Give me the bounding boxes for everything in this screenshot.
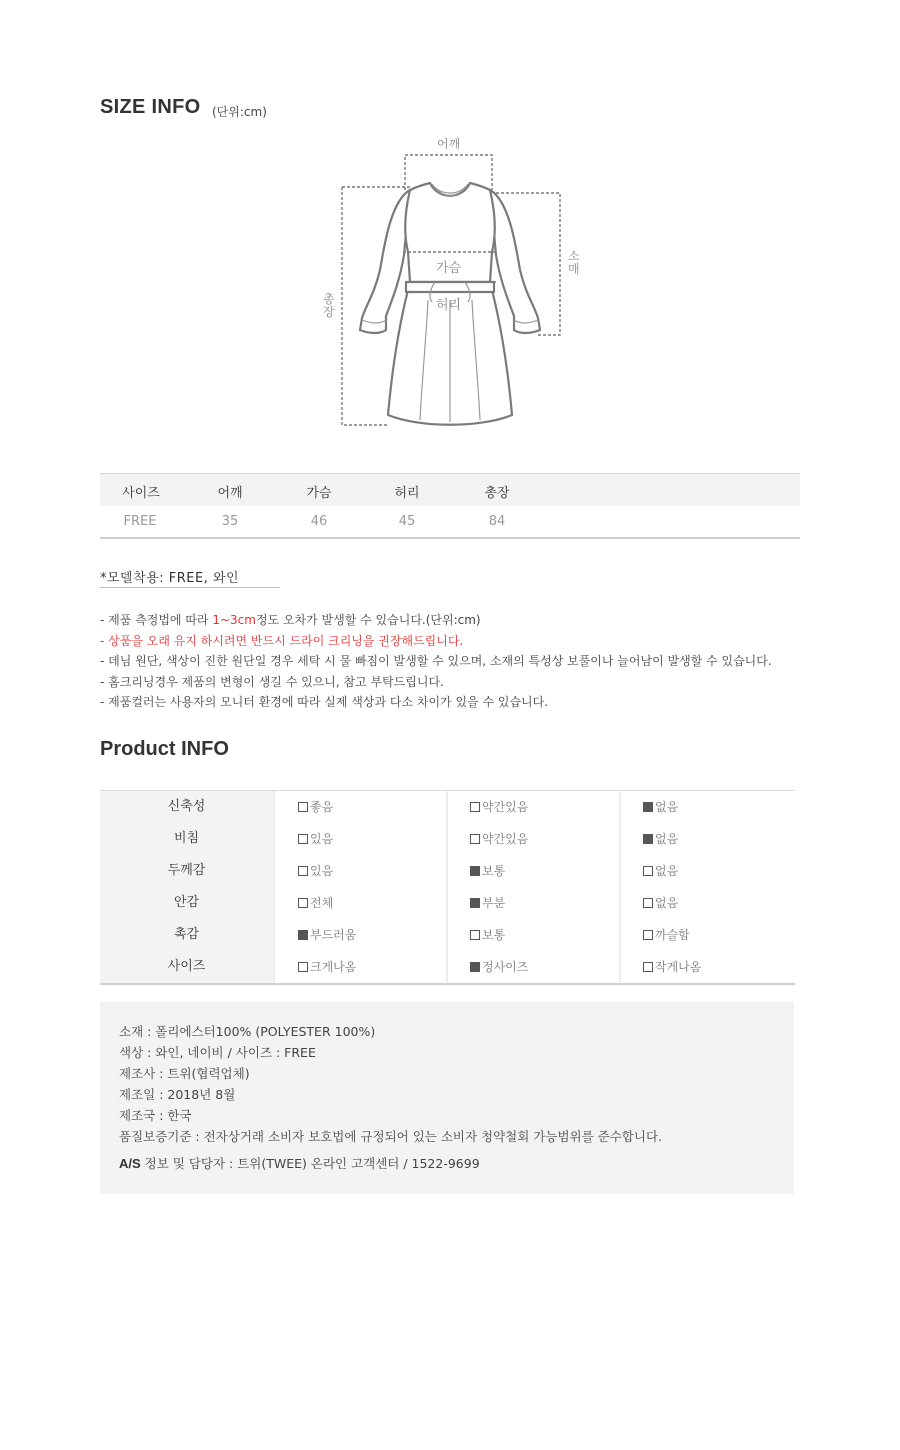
note-color: - 제품컬러는 사용자의 모니터 환경에 따라 실제 색상과 다소 차이가 있을 수 있습니다.: [100, 695, 549, 709]
note-measurement: [100, 610, 860, 631]
size-cell-size: FREE: [123, 514, 157, 529]
product-option: [470, 823, 528, 855]
product-option-label: 전체: [310, 896, 334, 910]
product-attribute-label: 신축성: [100, 791, 273, 823]
product-option: [643, 791, 678, 823]
note-measurement-suffix: 정도 오차가 발생할 수 있습니다.(단위:cm): [255, 613, 481, 627]
care-notes: [100, 610, 860, 713]
note-denim: - 데님 원단, 색상이 진한 원단일 경우 세탁 시 물 빠짐이 발생할 수 있으며, 소재의 특성상 보풀이나 늘어남이 발생할 수 있습니다.: [100, 654, 772, 668]
product-attribute-label: 사이즈: [100, 951, 273, 983]
product-option-label: 보통: [482, 928, 506, 942]
product-option: [643, 823, 678, 855]
unchecked-box-icon: [643, 962, 653, 972]
product-option-label: 좋음: [310, 800, 334, 814]
size-cell-waist: 45: [398, 514, 416, 529]
product-spec-box: [100, 1002, 794, 1194]
product-option-label: 크게나옴: [310, 960, 357, 974]
table-row: [100, 951, 795, 983]
table-row: [100, 791, 795, 823]
note-measurement-prefix: - 제품 측정법에 따라: [100, 613, 213, 627]
product-option: [643, 855, 678, 887]
product-option: [470, 919, 505, 951]
product-option: [298, 823, 333, 855]
product-info-table: [100, 790, 795, 985]
product-option-label: 까슬함: [655, 928, 690, 942]
product-option-label: 없음: [655, 864, 679, 878]
unchecked-box-icon: [470, 802, 480, 812]
product-option: [643, 887, 678, 919]
diagram-label-shoulder: 어깨: [437, 137, 461, 151]
product-option-label: 있음: [310, 864, 334, 878]
unchecked-box-icon: [298, 834, 308, 844]
size-header-length: 총장: [484, 486, 510, 501]
size-header-waist: 허리: [394, 486, 420, 501]
checked-box-icon: [643, 834, 653, 844]
product-option: [470, 887, 505, 919]
product-attribute-label: 비침: [100, 823, 273, 855]
checked-box-icon: [470, 898, 480, 908]
unchecked-box-icon: [298, 898, 308, 908]
checked-box-icon: [643, 802, 653, 812]
table-row: [100, 823, 795, 855]
product-option-label: 있음: [310, 832, 334, 846]
spec-warranty: 품질보증기준 : 전자상거래 소비자 보호법에 규정되어 있는 소비자 청약철회 가능범위를 준수합니다.: [119, 1129, 662, 1144]
dress-measurement-diagram: [300, 130, 600, 440]
size-table-header: [100, 473, 800, 506]
product-option-label: 없음: [655, 800, 679, 814]
product-option: [470, 951, 528, 983]
product-info-title: Product INFO: [100, 738, 229, 760]
unchecked-box-icon: [298, 866, 308, 876]
product-option-label: 보통: [482, 864, 506, 878]
size-info-unit: (단위:cm): [212, 105, 267, 119]
product-attribute-label: 두께감: [100, 855, 273, 887]
diagram-label-sleeve: 소매: [568, 249, 580, 276]
product-option: [298, 855, 333, 887]
note-dry-cleaning: - 상품을 오래 유지 하시려면 반드시 드라이 크리닝을 권장해드립니다.: [100, 633, 464, 648]
spec-as-text: 정보 및 담당자 : 트위(TWEE) 온라인 고객센터 / 1522-9699: [140, 1156, 480, 1171]
product-attribute-label: 안감: [100, 887, 273, 919]
table-row: [100, 506, 800, 539]
note-home-cleaning: - 홈크리닝경우 제품의 변형이 생길 수 있으니, 참고 부탁드립니다.: [100, 674, 444, 689]
spec-color-size: 색상 : 와인, 네이비 / 사이즈 : FREE: [119, 1045, 316, 1060]
product-option-label: 약간있음: [482, 800, 529, 814]
product-option: [298, 951, 356, 983]
unchecked-box-icon: [470, 930, 480, 940]
size-info-title: SIZE INFO: [100, 96, 201, 118]
product-option: [643, 951, 701, 983]
spec-material: 소재 : 폴리에스터100% (POLYESTER 100%): [119, 1024, 376, 1039]
dress-outline-icon: [300, 130, 600, 440]
product-option-label: 약간있음: [482, 832, 529, 846]
product-option: [298, 919, 356, 951]
spec-country: 제조국 : 한국: [119, 1108, 192, 1123]
product-option-label: 부드러움: [310, 928, 357, 942]
product-option: [298, 887, 333, 919]
size-cell-shoulder: 35: [221, 514, 239, 529]
model-wearing-note: *모델착용: FREE, 와인: [100, 567, 280, 588]
diagram-label-length: 총장: [323, 292, 335, 319]
product-option-label: 없음: [655, 832, 679, 846]
product-option: [298, 791, 333, 823]
checked-box-icon: [470, 866, 480, 876]
note-measurement-highlight: 1~3cm: [212, 613, 256, 627]
size-header-chest: 가슴: [306, 486, 332, 501]
size-table: [100, 473, 800, 539]
table-row: [100, 855, 795, 887]
product-option: [470, 791, 528, 823]
product-option-label: 작게나옴: [655, 960, 702, 974]
unchecked-box-icon: [470, 834, 480, 844]
table-row: [100, 919, 795, 951]
size-header-shoulder: 어깨: [217, 486, 243, 501]
unchecked-box-icon: [643, 898, 653, 908]
unchecked-box-icon: [298, 962, 308, 972]
product-option-label: 정사이즈: [482, 960, 529, 974]
diagram-label-waist: 허리: [436, 298, 462, 313]
spec-maker: 제조사 : 트위(협력업체): [119, 1066, 250, 1081]
unchecked-box-icon: [643, 866, 653, 876]
product-attribute-label: 촉감: [100, 919, 273, 951]
product-option-label: 부분: [482, 896, 506, 910]
unchecked-box-icon: [643, 930, 653, 940]
unchecked-box-icon: [298, 802, 308, 812]
spec-date: 제조일 : 2018년 8월: [119, 1087, 236, 1102]
size-cell-length: 84: [488, 514, 506, 529]
table-row: [100, 887, 795, 919]
spec-as-label: A/S: [119, 1156, 141, 1171]
size-cell-chest: 46: [310, 514, 328, 529]
product-option: [643, 919, 690, 951]
spec-as-info: [119, 1154, 480, 1172]
product-option-label: 없음: [655, 896, 679, 910]
checked-box-icon: [298, 930, 308, 940]
product-option: [470, 855, 505, 887]
size-header-size: 사이즈: [122, 486, 160, 501]
diagram-label-chest: 가슴: [436, 261, 462, 276]
checked-box-icon: [470, 962, 480, 972]
